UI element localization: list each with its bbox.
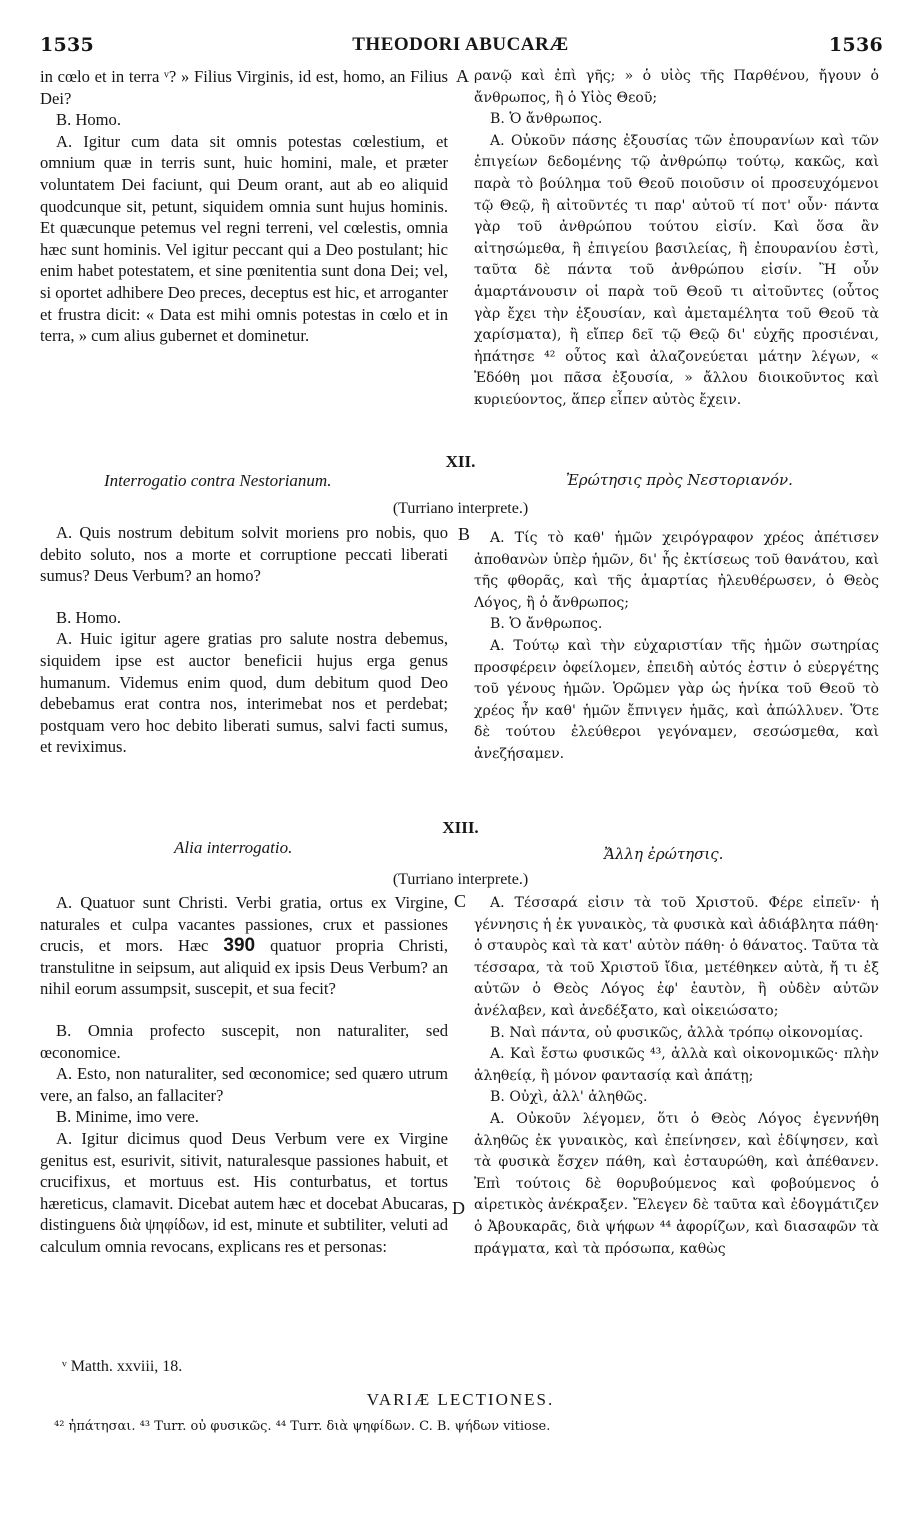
greek-paragraph: B. Ὁ ἄνθρωπος. bbox=[490, 111, 603, 128]
margin-marker-a: A bbox=[456, 66, 469, 86]
section-number-xii: XII. bbox=[445, 452, 476, 471]
running-title: THEODORI ABUCARÆ bbox=[352, 34, 569, 55]
latin-section-title: Alia interrogatio. bbox=[174, 838, 293, 857]
latin-section-title: Interrogatio contra Nestorianum. bbox=[104, 471, 332, 490]
interpreter-note: (Turriano interprete.) bbox=[392, 871, 529, 888]
footnote: ᵛ Matth. xxviii, 18. bbox=[62, 1358, 183, 1375]
greek-paragraph: A. Οὐκοῦν πάσης ἐξουσίας τῶν ἐπουρανίων καὶ τῶν ἐπιγείων δεδομένης τῷ ἀνθρώπῳ τούτῳ, κακῶς, καὶ παρὰ τὸ βούλημα τοῦ Θεοῦ ποιοῦσιν οἱ προσευχόμενοι τῷ Θεῷ, ἢ αἰτοῦντές τι παρ' αὐτοῦ τί ποτ' οὖν· πάντα γὰρ τοῦ ἀνθρώπου τούτου εἰσίν. Καὶ ὅσα ἂν αἰτησώμεθα, ἢ ἐπιγείου βασιλείας, ἢ ἐπουρανίου ἐστὶ, ταῦτα δὲ πάντα τοῦ ἀνθρώπου εἰσίν. Ἢ οὖν ἁμαρτάνουσιν οἱ παρὰ τοῦ Θεοῦ τι αἰτοῦντες (οὗτος γὰρ ἔχει τὴν ἐξουσίαν, καὶ ἀμεταμέλητα τοῦ Θεοῦ τὰ χαρίσματα), ἢ εἴπερ δεῖ τῷ Θεῷ δι' εὐχῆς προσιέναι, ἠπάτησε ⁴² οὗτος καὶ ἀλαζονεύεται μάτην λέγων, « Ἐδόθη μοι πᾶσα ἐξουσία, » ἄλλου διοικοῦντος καὶ κυριεύοντος, ἅπερ εἶπεν αὐτὸς ἔχειν. bbox=[474, 132, 879, 408]
page-number-left: 1535 bbox=[40, 34, 95, 56]
variae-lectiones-text: ⁴² ἠπάτησαι. ⁴³ Turr. οὐ φυσικῶς. ⁴⁴ Turr. διὰ ψηφίδων. C. B. ψήδων vitiose. bbox=[54, 1419, 551, 1434]
interpreter-note: (Turriano interprete.) bbox=[392, 500, 529, 517]
greek-paragraph: B. Οὐχὶ, ἀλλ' ἀληθῶς. bbox=[490, 1089, 648, 1106]
margin-marker-b: B bbox=[458, 524, 471, 544]
latin-column-2 bbox=[40, 522, 448, 758]
greek-paragraph: ρανῷ καὶ ἐπὶ γῆς; » ὁ υἱὸς τῆς Παρθένου, ἤγουν ὁ ἄνθρωπος, ἢ ὁ Υἱὸς Θεοῦ; bbox=[474, 68, 879, 106]
greek-paragraph: A. Οὐκοῦν λέγομεν, ὅτι ὁ Θεὸς Λόγος ἐγεννήθη ἀληθῶς ἐκ γυναικὸς, καὶ ἐπείνησεν, καὶ ἐδίψησεν, καὶ τὰ φυσικὰ ἔσχεν πάθη, καὶ ἐσταυρώθη, καὶ ἀπέθανεν. Ἐπὶ τούτοις δὲ θορυβούμενος καὶ φοβούμενος ὁ αἱρετικὸς ἀνέκραξεν. Ἔλεγεν δὲ ταῦτα καὶ ἐδογμάτιζεν ὁ Ἀβουκαρᾶς, διὰ ψήφων ⁴⁴ ἀφορίζων, καὶ διασαφῶν τὰ πράγματα, καὶ τὰ πρόσωπα, καθὼς bbox=[474, 1110, 879, 1257]
latin-text: quatuor propria Christi, transtulitne in seipsum, aut aliquid ex ipsis Deus Verbum? an nihil eorum assumpsit, suscepit, et sua fecit? bbox=[40, 936, 448, 999]
greek-paragraph: A. Τίς τὸ καθ' ἡμῶν χειρόγραφον χρέος ἀπέτισεν ἀποθανὼν ὑπὲρ ἡμῶν, δι' ἧς ἐκτίσεως τοῦ θανάτου, καὶ τῆς φθορᾶς, καὶ τῆς ἁμαρτίας ἠλευθέρωσεν, ὁ Θεὸς Λόγος, ἢ ὁ ἄνθρωπος; bbox=[474, 530, 879, 611]
greek-column-3 bbox=[474, 893, 879, 1260]
latin-paragraph: A. Igitur cum data sit omnis potestas cœlestium, et omnium quæ in terris sunt, huic homini, male, et præter voluntatem Dei faciunt, qui Deum orant, aut ab eo aliquid quodcunque sit, petunt, siquidem omnia sunt hujus hominis. Et quæcunque petemus vel regni terreni, vel cœlestis, omnia hæc sunt hominis. Vel igitur peccant qui a Deo postulant; hic enim habet potestatem, et sine pœnitentia sunt dona Dei; vel, si oportet adhibere Deo preces, deceptus est hic, et arroganter et frustra dicit: « Data est mihi omnis potestas in cœlo et in terra, » cum alius gubernet et dominetur. bbox=[40, 131, 448, 346]
greek-paragraph: A. Τούτῳ καὶ τὴν εὐχαριστίαν τῆς ἡμῶν σωτηρίας προσφέρειν ὀφείλομεν, ἐπειδὴ αὐτός ἐστιν ὁ εὐεργέτης τοῦ γένους ἡμῶν. Ὁρῶμεν γὰρ ὡς ἡνίκα τοῦ Θεοῦ τὸ χρέος ἦν καθ' ἡμῶν ἔπνιγεν ἡμᾶς, καὶ ἀπώλλυεν. Ὅτε δὲ τούτου ἐλεύθεροι γεγόναμεν, σεσώσμεθα, καὶ ἀνεζήσαμεν. bbox=[474, 637, 879, 762]
greek-paragraph: A. Καὶ ἔστω φυσικῶς ⁴³, ἀλλὰ καὶ οἰκονομικῶς· πλὴν ἀληθείᾳ, ἢ μόνον φαντασίᾳ καὶ ἀπάτῃ; bbox=[474, 1046, 879, 1084]
greek-section-title: Ἄλλη ἐρώτησις. bbox=[604, 845, 724, 863]
latin-paragraph: B. Minime, imo vere. bbox=[56, 1107, 199, 1127]
latin-column-1 bbox=[40, 66, 448, 347]
column-number: 390 bbox=[223, 935, 256, 957]
variae-lectiones-title: VARIÆ LECTIONES. bbox=[366, 1390, 555, 1409]
latin-paragraph: in cœlo et in terra ᵛ? » Filius Virginis, id est, homo, an Filius Dei? bbox=[40, 67, 448, 108]
greek-paragraph: A. Τέσσαρά εἰσιν τὰ τοῦ Χριστοῦ. Φέρε εἰπεῖν· ἡ γέννησις ἡ ἐκ γυναικὸς, τὰ φυσικὰ καὶ ἀδιάβλητα πάθη· ὁ σταυρὸς καὶ τὰ κατ' αὐτὸν πάθη· ὁ θάνατος. Ταῦτα τὰ τέσσαρα, τὰ τοῦ Χριστοῦ ἴδια, μετέθηκεν αὐτὰ, ἤ τι ἐξ αὐτῶν ὁ Θεὸς Λόγος ἐφ' ἑαυτὸν, ἢ οὐδὲν αὐτῶν ἀνέλαβεν, καὶ ἀνεδέξατο, καὶ οἰκειώσατο; bbox=[474, 895, 879, 1019]
latin-paragraph: B. Homo. bbox=[56, 110, 121, 130]
greek-section-title: Ἐρώτησις πρὸς Νεστοριανόν. bbox=[566, 471, 793, 489]
page-number-right: 1536 bbox=[828, 34, 883, 56]
latin-paragraph: B. Omnia profecto suscepit, non naturaliter, sed œconomice. bbox=[40, 1020, 448, 1062]
greek-paragraph: B. Ὁ ἄνθρωπος. bbox=[490, 616, 603, 633]
greek-paragraph: B. Ναὶ πάντα, οὐ φυσικῶς, ἀλλὰ τρόπῳ οἰκονομίας. bbox=[490, 1024, 864, 1041]
margin-marker-d: D bbox=[452, 1198, 465, 1218]
latin-paragraph: A. Huic igitur agere gratias pro salute nostra debemus, siquidem ipse est auctor beneficii hujus erga genus humanum. Videmus enim quod, dum debitum quod Deo debebamus erat contra nos, interimebat nos et perdebat; postquam vero hoc debito liberati sumus, salvi facti sumus, et reviximus. bbox=[40, 629, 448, 757]
latin-text: A. Quatuor sunt Christi. Verbi gratia, ortus ex Virgine, naturales et culpa vacantes passiones, crux et passiones crucis, et mors. Hæc bbox=[40, 893, 448, 956]
greek-column-1 bbox=[474, 66, 879, 412]
latin-paragraph: A. Quis nostrum debitum solvit moriens pro nobis, quo debito soluto, nos a morte et corruptione peccati liberati sumus? Deus Verbum? an homo? bbox=[40, 523, 448, 586]
latin-paragraph bbox=[40, 892, 448, 1000]
section-number-xiii: XIII. bbox=[442, 818, 479, 837]
greek-column-2 bbox=[474, 528, 879, 766]
latin-paragraph: A. Igitur dicimus quod Deus Verbum vere ex Virgine genitus est, esurivit, sitivit, naturalesque passiones habuit, et crucifixus, et mortuus est. His conturbatus, et tortus hæreticus, clamavit. Dicebat autem hæc et docebat Abucaras, distinguens διὰ ψηφίδων, id est, minute et subtiliter, veluti ad calculum omnia revocans, explicans res et personas: bbox=[40, 1128, 448, 1256]
latin-paragraph: B. Homo. bbox=[56, 607, 121, 627]
latin-column-3 bbox=[40, 892, 448, 1258]
margin-marker-c: C bbox=[454, 891, 467, 911]
latin-paragraph: A. Esto, non naturaliter, sed œconomice; sed quæro utrum vere, an falso, an fallaciter? bbox=[40, 1064, 448, 1105]
